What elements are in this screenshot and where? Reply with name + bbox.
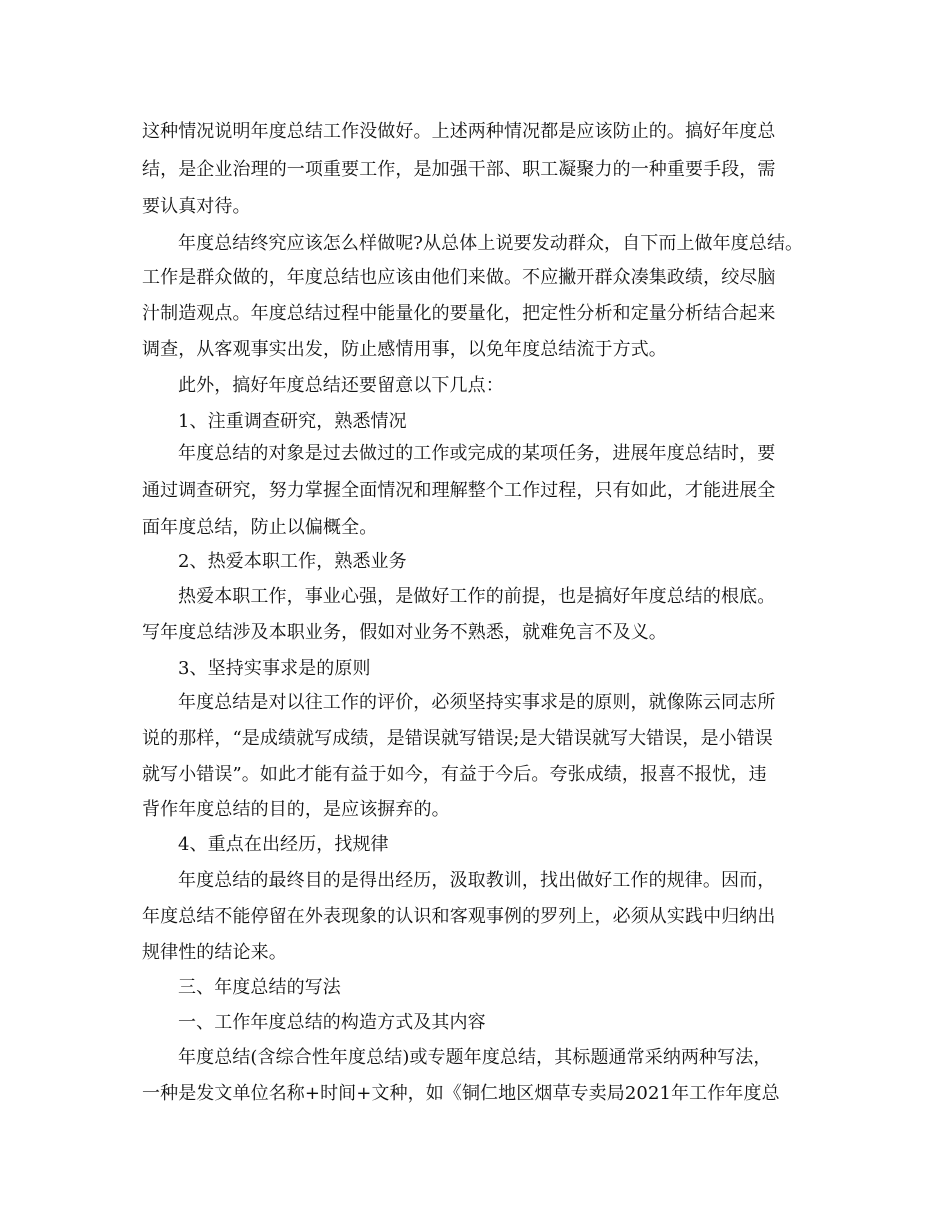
text-line-13: 2、热爱本职工作，熟悉业务 bbox=[178, 551, 407, 572]
text-line-17: 年度总结是对以往工作的评价，必须坚持实事求是的原则，就像陈云同志所 bbox=[178, 692, 776, 713]
text-line-27: 年度总结(含综合性年度总结)或专题年度总结，其标题通常采纳两种写法， bbox=[178, 1047, 772, 1068]
text-line-19: 就写小错误”。如此才能有益于如今，有益于今后。夸张成绩，报喜不报忧，违 bbox=[142, 764, 767, 785]
text-line-21: 4、重点在出经历，找规律 bbox=[178, 834, 389, 855]
text-line-26: 一、工作年度总结的构造方式及其内容 bbox=[178, 1012, 486, 1033]
text-line-3: 要认真对待。 bbox=[142, 196, 251, 217]
text-line-5: 工作是群众做的，年度总结也应该由他们来做。不应撇开群众凑集政绩，绞尽脑 bbox=[142, 267, 776, 288]
text-line-18: 说的那样，“是成绩就写成绩，是错误就写错误;是大错误就写大错误，是小错误 bbox=[142, 728, 773, 749]
text-line-25: 三、年度总结的写法 bbox=[178, 977, 341, 998]
text-line-14: 热爱本职工作，事业心强，是做好工作的前提，也是搞好年度总结的根底。 bbox=[178, 586, 776, 607]
text-line-2: 结，是企业治理的一项重要工作，是加强干部、职工凝聚力的一种重要手段，需 bbox=[142, 159, 776, 180]
text-line-12: 面年度总结，防止以偏概全。 bbox=[142, 517, 378, 538]
text-line-22: 年度总结的最终目的是得出经历，汲取教训，找出做好工作的规律。因而， bbox=[178, 870, 776, 891]
text-line-9: 1、注重调查研究，熟悉情况 bbox=[178, 411, 407, 432]
text-line-1: 这种情况说明年度总结工作没做好。上述两种情况都是应该防止的。搞好年度总 bbox=[142, 121, 776, 142]
text-line-23: 年度总结不能停留在外表现象的认识和客观事例的罗列上，必须从实践中归纳出 bbox=[142, 906, 776, 927]
text-line-24: 规律性的结论来。 bbox=[142, 942, 287, 963]
text-line-11: 通过调查研究，努力掌握全面情况和理解整个工作过程，只有如此，才能进展全 bbox=[142, 480, 776, 501]
text-line-6: 汁制造观点。年度总结过程中能量化的要量化，把定性分析和定量分析结合起来 bbox=[142, 303, 776, 324]
text-line-28: 一种是发文单位名称+时间+文种，如《铜仁地区烟草专卖局2021年工作年度总 bbox=[142, 1083, 780, 1104]
text-line-15: 写年度总结涉及本职业务，假如对业务不熟悉，就难免言不及义。 bbox=[142, 622, 667, 643]
text-line-7: 调查，从客观事实出发，防止感情用事，以免年度总结流于方式。 bbox=[142, 339, 667, 360]
text-line-8: 此外，搞好年度总结还要留意以下几点： bbox=[178, 375, 504, 396]
text-line-4: 年度总结终究应该怎么样做呢?从总体上说要发动群众，自下而上做年度总结。 bbox=[178, 233, 804, 254]
text-line-16: 3、坚持实事求是的原则 bbox=[178, 658, 371, 679]
text-line-20: 背作年度总结的目的，是应该摒弃的。 bbox=[142, 799, 450, 820]
text-line-10: 年度总结的对象是过去做过的工作或完成的某项任务，进展年度总结时，要 bbox=[178, 443, 776, 464]
